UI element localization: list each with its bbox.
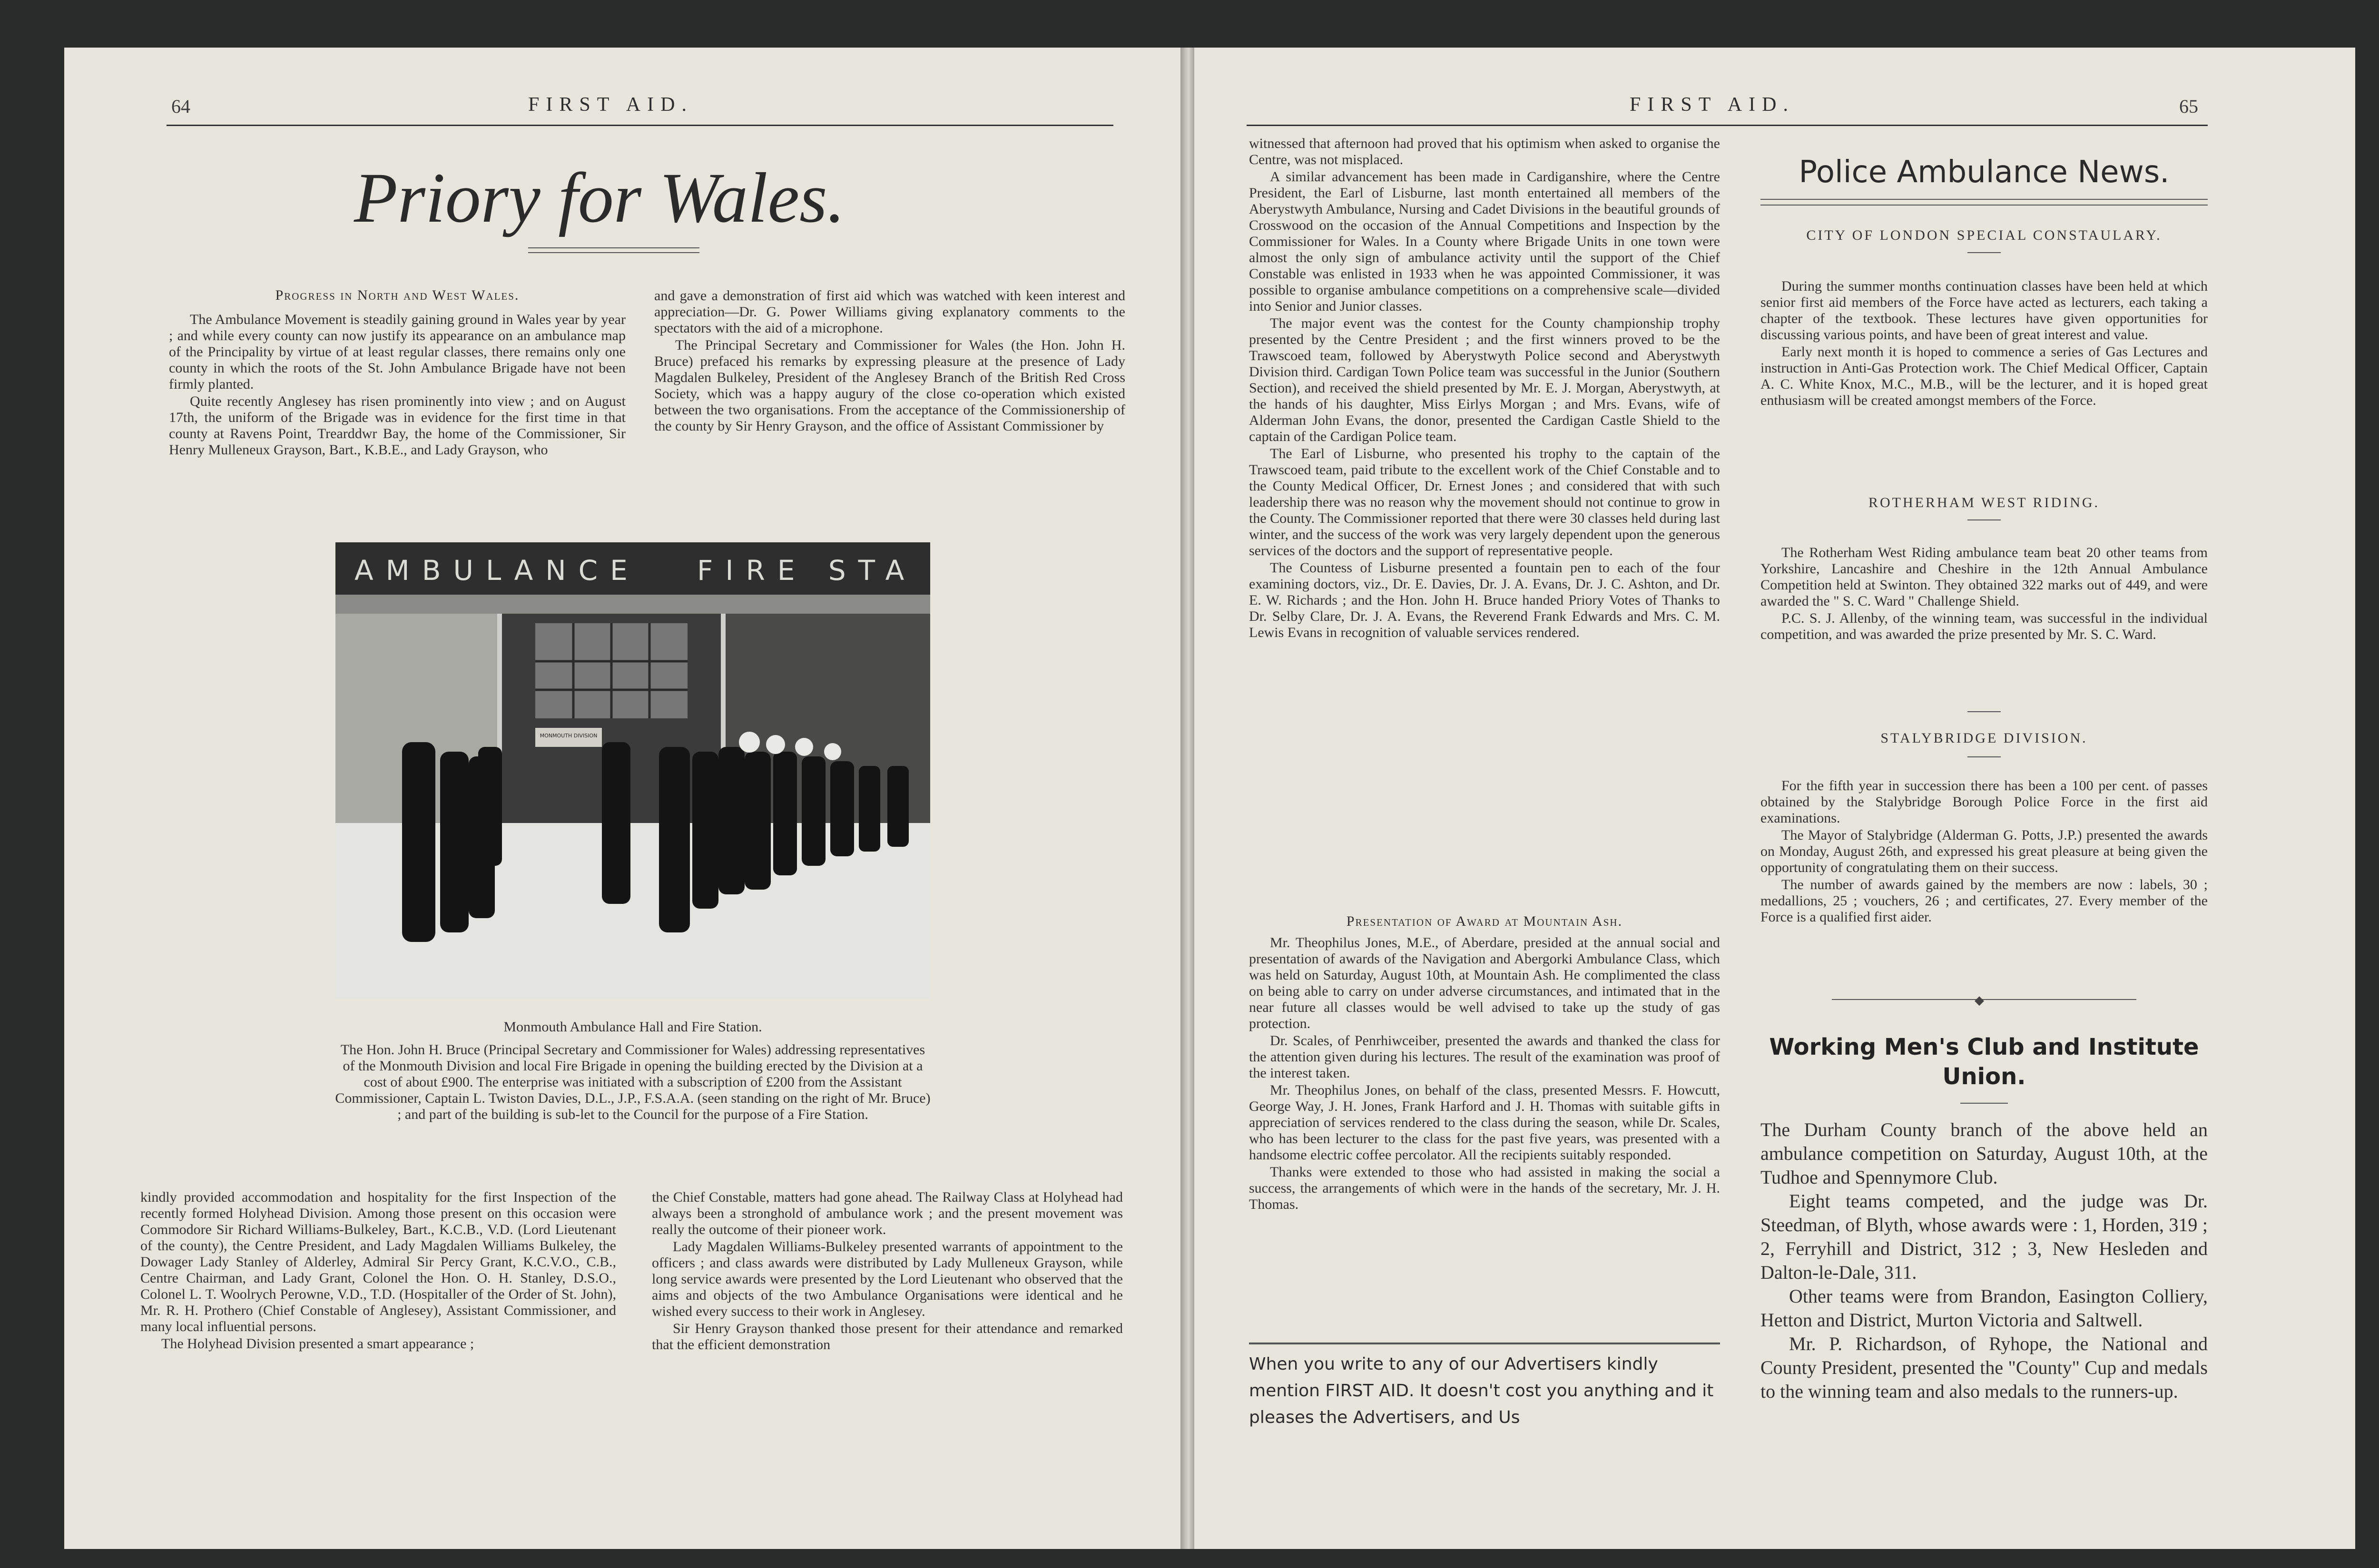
right-column-1 [1249,136,1720,642]
book-gutter [1180,48,1194,1549]
photo-sign-right: FIRE STA [697,554,917,587]
police-title-rule [1760,199,2208,200]
advert-rule [1249,1343,1720,1344]
paragraph: Early next month it is hoped to commence a series of Gas Lectures and instruction in Anti-Gas Protection work. The Chief Medical Officer, Captain A. C. White Knox, M.C., M.B., will be the lecturer, and it is hoped great enthusiasm will be created amongst members of the Force. [1760,344,2208,408]
title-rule-2 [528,252,699,253]
paragraph: P.C. S. J. Allenby, of the winning team, was successful in the individual competition, and was awarded the prize presented by Mr. S. C. Ward. [1760,610,2208,642]
paragraph: Thanks were extended to those who had assisted in making the social a success, the arrangements of which were in the hands of the secretary, Mr. J. H. Thomas. [1249,1164,1720,1212]
paragraph: The Durham County branch of the above held an ambulance competition on Saturday, August 10th, at the Tudhoe and Spennymore Club. [1760,1119,2208,1188]
title-rule [528,247,699,248]
page-number-right: 65 [2179,96,2198,117]
photo-illustration [335,542,930,999]
article-column-1 [169,312,626,459]
article-column-4 [652,1189,1123,1354]
working-mens-club-body [1760,1118,2208,1403]
section-rule [1967,252,2001,253]
rotherham-head: ROTHERHAM WEST RIDING. [1868,495,2100,510]
photo-caption-body: The Hon. John H. Bruce (Principal Secretary and Commissioner for Wales) addressing representatives of the Monmouth Division and local Fire Brigade in opening the building erected by the Division at a cost of about £900. The enterprise was initiated with a subscription of £200 from the Assistant Commissioner, Captain L. Twiston Davies, D.L., J.P., F.S.A.A. (seen standing on the right of Mr. Bruce) ; and part of the building is sub-let to the Council for the purpose of a Fire Station. [335,1042,931,1122]
page-number-left: 64 [171,96,190,117]
paragraph: Mr. P. Richardson, of Ryhope, the National and County President, presented the "County" Cup and medals to the winning team and also medals to the runners-up. [1760,1333,2208,1402]
stalybridge-body [1760,778,2208,926]
paragraph: The Ambulance Movement is steadily gaining ground in Wales year by year ; and while every county can now justify its appearance on an ambulance map of the Principality by virtue of at least regular classes, there remains only one county in which the roots of the St. John Ambulance Brigade have not been firmly planted. [169,312,626,392]
paragraph: Lady Magdalen Williams-Bulkeley presented warrants of appointment to the officers ; and class awards were distributed by Lady Mulleneux Grayson, while long service awards were presented by the Lord Lieutenant who observed that the aims and objects of the two Ambulance Organisations were identical and he wished every success to their work in Anglesey. [652,1239,1123,1319]
paragraph: The Countess of Lisburne presented a fountain pen to each of the four examining doctors, viz., Dr. E. Davies, Dr. J. A. Evans, Dr. J. C. Ashton, and Dr. E. W. Richards ; and the Hon. John H. Bruce handed Priory Votes of Thanks to Dr. Selby Clare, Dr. J. A. Evans, the Reverend Frank Edwards and Mrs. C. M. Lewis Evans in recognition of valuable services rendered. [1249,560,1720,640]
article-column-2 [654,288,1125,435]
section-rule [1967,519,2001,520]
city-of-london-body [1760,278,2208,410]
mountain-ash-head: Presentation of Award at Mountain Ash. [1346,913,1623,929]
rotherham-body [1760,545,2208,644]
paragraph: The Earl of Lisburne, who presented his trophy to the captain of the Trawscoed team, paid tribute to the excellent work of the Chief Constable and to the County Medical Officer, Dr. Ernest Jones ; and considered that with such leadership there was no reason why the movement should not continue to grow in the County. The Commissioner reported that there were 30 classes held during last winter, and the success of the work was very largely dependent upon the generous services of the doctors and the support of representative people. [1249,446,1720,559]
stalybridge-head: STALYBRIDGE DIVISION. [1880,730,2088,746]
running-head-right: FIRST AID. [1630,94,1795,116]
article-title: Priory for Wales. [354,158,845,237]
paragraph: Eight teams competed, and the judge was Dr. Steedman, of Blyth, whose awards were : 1, Horden, 319 ; 2, Ferryhill and District, 312 ; 3, New Hesleden and Dalton-le-Dale, 311. [1760,1190,2208,1283]
paragraph: For the fifth year in succession there has been a 100 per cent. of passes obtained by the Stalybridge Borough Police Force in the first aid examinations. [1760,778,2208,826]
police-news-title: Police Ambulance News. [1799,155,2170,190]
paragraph: Quite recently Anglesey has risen prominently into view ; and on August 17th, the uniform of the Brigade was in evidence for the first time in that county at Ravens Point, Trearddwr Bay, the home of the Commissioner, Sir Henry Mulleneux Grayson, Bart., K.B.E., and Lady Grayson, who [169,393,626,458]
photo-sign-left: AMBULANCE [354,554,640,587]
head-rule-left [167,125,1113,126]
paragraph: A similar advancement has been made in Cardiganshire, where the Centre President, the Earl of Lisburne, last month entertained all members of the Aberystwyth Ambulance, Nursing and Cadet Divisions in the beautiful grounds of Crosswood on the occasion of the Annual Competitions and Inspection by the Commissioner for Wales. In a County where Brigade Units in one town were almost the only sign of ambulance activity until the support of the Chief Constable was enlisted in 1933 when he was appointed Commissioner, it was possible to organise ambulance competitions on a comprehensive scale—divided into Senior and Junior classes. [1249,169,1720,314]
title-underline [1960,1103,2008,1104]
article-subhead: Progress in North and West Wales. [275,287,520,303]
paragraph: Mr. Theophilus Jones, M.E., of Aberdare, presided at the annual social and presentation of awards of the Navigation and Abergorki Ambulance Class, which was held on Saturday, August 10th, at Mountain Ash. He complimented the class on being able to carry on under adverse circumstances, and intimated that in the near future all classes would be well advised to take up the study of gas protection. [1249,935,1720,1031]
section-rule [1967,756,2001,757]
paragraph: The Principal Secretary and Commissioner for Wales (the Hon. John H. Bruce) prefaced his remarks by expressing pleasure at the presence of Lady Magdalen Bulkeley, President of the Anglesey Branch of the British Red Cross Society, which was a happy augury of the close co-operation which existed between the two organisations. From the acceptance of the Commissionership of the county by Sir Henry Grayson, and the office of Assistant Commissioner by [654,337,1125,434]
advert-notice: When you write to any of our Advertisers kindly mention FIRST AID. It doesn't cost you anything and it pleases the Advertisers, and Us [1249,1354,1714,1427]
paragraph: Dr. Scales, of Penrhiwceiber, presented the awards and thanked the class for the attention given during his lectures. The result of the examination was proof of the interest taken. [1249,1033,1720,1081]
working-mens-club-title: Working Men's Club and Institute Union. [1769,1034,2199,1090]
photo-caption-title: Monmouth Ambulance Hall and Fire Station. [503,1019,762,1035]
photo-door-sign: MONMOUTH DIVISION [540,733,598,739]
divider-ornament-icon: ◆ [1975,993,1984,1007]
paragraph: Sir Henry Grayson thanked those present for their attendance and remarked that the efficient demonstration [652,1321,1123,1352]
paragraph: The Holyhead Division presented a smart appearance ; [161,1336,474,1352]
paragraph: Mr. Theophilus Jones, on behalf of the class, presented Messrs. F. Howcutt, George Way, J. H. Jones, Frank Harford and J. H. Thomas with suitable gifts in appreciation of services rendered to the class during the season, while Dr. Scales, who has been lecturer to the class for the past five years, was presented with a handsome electric coffee percolator. All the recipients suitably responded. [1249,1082,1720,1163]
police-title-rule-2 [1760,205,2208,206]
paragraph: The Mayor of Stalybridge (Alderman G. Potts, J.P.) presented the awards on Monday, August 26th, and expressed his great pleasure at being given the opportunity of congratulating them on their success. [1760,827,2208,875]
paragraph: the Chief Constable, matters had gone ahead. The Railway Class at Holyhead had always been a stronghold of ambulance work ; and the present movement was really the outcome of their pioneer work. [652,1189,1123,1237]
city-of-london-head: CITY OF LONDON SPECIAL CONSTAULARY. [1806,227,2162,243]
paragraph: Other teams were from Brandon, Easington Colliery, Hetton and District, Murton Victoria and Saltwell. [1760,1285,2208,1331]
section-divider [1832,999,2136,1000]
section-rule [1967,711,2001,712]
photograph [335,542,930,999]
head-rule-right [1247,125,2208,126]
article-column-3 [140,1189,616,1353]
paragraph: During the summer months continuation classes have been held at which senior first aid members of the Force have acted as lecturers, each taking a chapter of the textbook. These lectures have given opportunities for discussing various points, and have been of great interest and value. [1760,278,2208,343]
paragraph: and gave a demonstration of first aid which was watched with keen interest and appreciation—Dr. G. Power Williams giving explanatory comments to the spectators with the aid of a microphone. [654,288,1125,336]
paragraph: witnessed that afternoon had proved that his optimism when asked to organise the Centre, was not misplaced. [1249,136,1720,167]
right-column-1b [1249,935,1720,1214]
paragraph: The Rotherham West Riding ambulance team beat 20 other teams from Yorkshire, Lancashire and Cheshire in the 12th Annual Ambulance Competition held at Swinton. They obtained 322 marks out of 449, and were awarded the " S. C. Ward " Challenge Shield. [1760,545,2208,609]
running-head-left: FIRST AID. [528,94,693,116]
paragraph: kindly provided accommodation and hospitality for the first Inspection of the recently formed Holyhead Division. Among those present on this occasion were Commodore Sir Richard Williams-Bulkeley, Bart., K.C.B., V.D. (Lord Lieutenant of the county), the Centre President, and Lady Magdalen Williams Bulkeley, the Dowager Lady Stanley of Alderley, Admiral Sir Percy Grant, K.C.V.O., C.B., Centre Chairman, and Lady Grant, Colonel the Hon. O. H. Stanley, D.S.O., Colonel L. T. Woolrych Perowne, V.D., T.D. (Hospitaller of the Order of St. John), Mr. R. H. Prothero (Chief Constable of Anglesey), Assistant Commissioner, and many local influential persons. [140,1189,616,1334]
paragraph: The number of awards gained by the members are now : labels, 30 ; medallions, 25 ; vouchers, 26 ; and certificates, 27. Every member of the Force is a qualified first aider. [1760,877,2208,925]
paragraph: The major event was the contest for the County championship trophy presented by the Centre President ; and the first winners proved to be the Trawscoed team, followed by Aberystwyth Police second and Aberystwyth Division third. Cardigan Town Police team was successful in the Junior (Southern Section), and received the shield presented by Mr. E. J. Morgan, Aberystwyth, at the hands of his daughter, Miss Eirlys Morgan ; and Mrs. Evans, wife of Alderman John Evans, the donor, presented the Cardigan Castle Shield to the captain of the Cardigan Police team. [1249,315,1720,444]
